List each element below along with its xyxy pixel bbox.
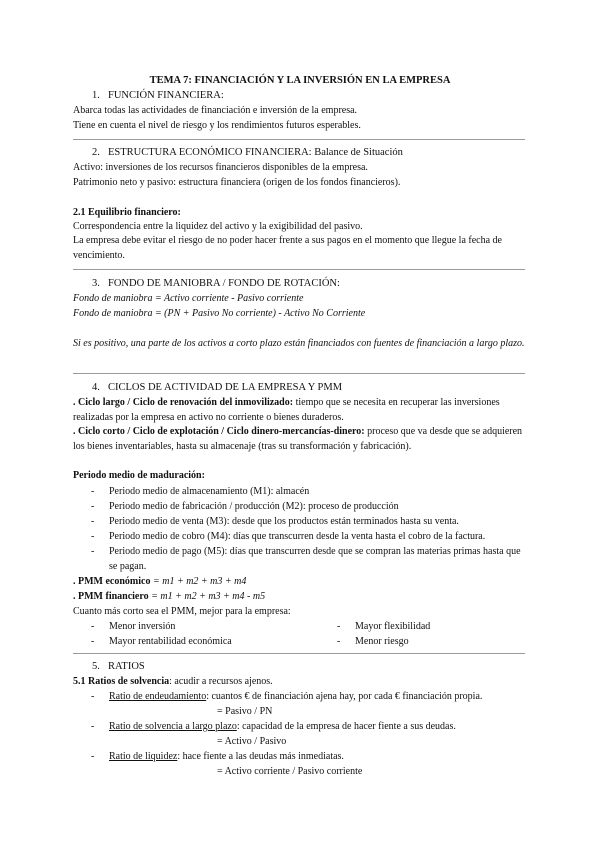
section-2-line-1: Activo: inversiones de los recursos financieros disponibles de la empresa. (73, 162, 368, 173)
ratio-liquidez-desc: : hace fiente a las deudas más inmediatas. (177, 751, 344, 762)
bullet-m2: Periodo medio de fabricación / producción (M2): proceso de producción (109, 501, 399, 512)
formula-fondo-maniobra-1: Fondo de maniobra = Activo corriente - Pasivo corriente (73, 293, 304, 304)
section-1-heading (92, 88, 224, 103)
section-5-number: 5. (92, 661, 100, 672)
subsection-5-1 (73, 674, 273, 689)
bullet-dash: - (91, 721, 95, 732)
advantage-menor-riesgo: Menor riesgo (355, 636, 409, 647)
ciclo-corto-label: . Ciclo corto / Ciclo de explotación / Ciclo dinero-mercancías-dinero: (73, 426, 365, 437)
ciclo-corto-text: proceso que va desde que se adquieren los bienes inventariables, hasta su almacenaje (tras su transformación y fabricación). (73, 426, 523, 452)
bullet-m1: Periodo medio de almacenamiento (M1): almacén (109, 486, 310, 497)
bullet-dash: - (91, 691, 95, 702)
ratio-solvencia-desc: : capacidad de la empresa de hacer fiente a sus deudas. (236, 721, 456, 732)
bullet-dash: - (91, 546, 95, 557)
ciclo-corto-paragraph (73, 424, 525, 454)
document-title: TEMA 7: FINANCIACIÓN Y LA INVERSIÓN EN LA EMPRESA (149, 75, 451, 86)
ratio-endeudamiento-name: Ratio de endeudamiento (109, 691, 207, 702)
bullet-m4: Periodo medio de cobro (M4): días que transcurren desde la venta hasta el cobro de la factura. (109, 531, 486, 542)
ratio-solvencia (109, 719, 456, 734)
ratio-liquidez (109, 749, 344, 764)
section-4-heading (92, 380, 342, 395)
divider (73, 139, 525, 140)
divider (73, 653, 525, 654)
pmm-economico-formula: = m1 + m2 + m3 + m4 (150, 576, 247, 587)
bullet-dash: - (91, 751, 95, 762)
bullet-m5: Periodo medio de pago (M5): días que transcurren desde que se compran las materias primas hasta que se pagan. (109, 546, 521, 572)
divider (73, 373, 525, 374)
section-5-heading (92, 659, 145, 674)
section-4-title: CICLOS DE ACTIVIDAD DE LA EMPRESA Y PMM (108, 382, 343, 393)
pmm-financiero-label: . PMM financiero (73, 591, 149, 602)
ciclo-largo-label: . Ciclo largo / Ciclo de renovación del inmovilizado: (73, 397, 294, 408)
pmm-financiero-formula: = m1 + m2 + m3 + m4 - m5 (148, 591, 266, 602)
ciclo-largo-paragraph (73, 395, 525, 425)
bullet-dash: - (91, 486, 95, 497)
pmm-shorter-text: Cuanto más corto sea el PMM, mejor para la empresa: (73, 606, 291, 617)
section-1-line-1: Abarca todas las actividades de financiación e inversión de la empresa. (73, 105, 358, 116)
subsection-2-1-line-1: Correspondencia entre la liquidez del activo y la exigibilidad del pasivo. (73, 221, 363, 232)
bullet-dash: - (91, 516, 95, 527)
ratio-endeudamiento (109, 689, 482, 704)
pmm-financiero (73, 589, 265, 604)
section-3-note: Si es positivo, una parte de los activos a corto plazo están financiados con fuentes de financiación a largo plazo. (73, 338, 525, 349)
formula-fondo-maniobra-2: Fondo de maniobra = (PN + Pasivo No corriente) - Activo No Corriente (73, 308, 366, 319)
ratio-liquidez-name: Ratio de liquidez (109, 751, 178, 762)
ratio-endeudamiento-formula: = Pasivo / PN (217, 706, 273, 717)
ratio-solvencia-name: Ratio de solvencia a largo plazo (109, 721, 237, 732)
section-1-title: FUNCIÓN FINANCIERA: (108, 90, 224, 101)
bullet-dash: - (337, 621, 341, 632)
section-3-title: FONDO DE MANIOBRA / FONDO DE ROTACIÓN: (108, 278, 340, 289)
advantage-mayor-rentabilidad: Mayor rentabilidad económica (109, 636, 232, 647)
section-2-number: 2. (92, 147, 100, 158)
bullet-dash: - (91, 636, 95, 647)
bullet-dash: - (91, 621, 95, 632)
advantage-menor-inversion: Menor inversión (109, 621, 176, 632)
ratio-endeudamiento-desc: : cuantos € de financiación ajena hay, por cada € financiación propia. (206, 691, 483, 702)
pmm-economico (73, 574, 246, 589)
section-2-title: ESTRUCTURA ECONÓMICO FINANCIERA: Balance de Situación (108, 147, 403, 158)
pmm-economico-label: . PMM económico (73, 576, 151, 587)
bullet-m3: Periodo medio de venta (M3): desde que los productos están terminados hasta su venta. (109, 516, 459, 527)
section-3-heading (92, 276, 340, 291)
section-3-number: 3. (92, 278, 100, 289)
ratio-solvencia-formula: = Activo / Pasivo (217, 736, 287, 747)
section-4-number: 4. (92, 382, 100, 393)
advantage-mayor-flexibilidad: Mayor flexibilidad (355, 621, 431, 632)
section-2-heading (92, 145, 403, 160)
divider (73, 269, 525, 270)
bullet-dash: - (91, 501, 95, 512)
bullet-dash: - (91, 531, 95, 542)
pmm-heading: Periodo medio de maduración: (73, 470, 205, 481)
section-2-line-2: Patrimonio neto y pasivo: estructura financiera (origen de los fondos financieros). (73, 177, 401, 188)
subsection-5-1-text: : acudir a recursos ajenos. (169, 676, 273, 687)
subsection-2-1-line-2: La empresa debe evitar el riesgo de no poder hacer frente a sus pagos en el momento que llegue la fecha de vencimiento. (73, 235, 502, 261)
ciclo-largo-text: tiempo que se necesita en recuperar las inversiones realizadas por la empresa en activo no corriente o bienes duraderos. (73, 397, 500, 423)
ratio-liquidez-formula: = Activo corriente / Pasivo corriente (217, 766, 363, 777)
section-1-number: 1. (92, 90, 100, 101)
subsection-5-1-heading: 5.1 Ratios de solvencia (73, 676, 170, 687)
section-1-line-2: Tiene en cuenta el nivel de riesgo y los rendimientos futuros esperables. (73, 120, 361, 131)
subsection-2-1-heading: 2.1 Equilibrio financiero: (73, 207, 181, 218)
section-5-title: RATIOS (108, 661, 145, 672)
bullet-dash: - (337, 636, 341, 647)
